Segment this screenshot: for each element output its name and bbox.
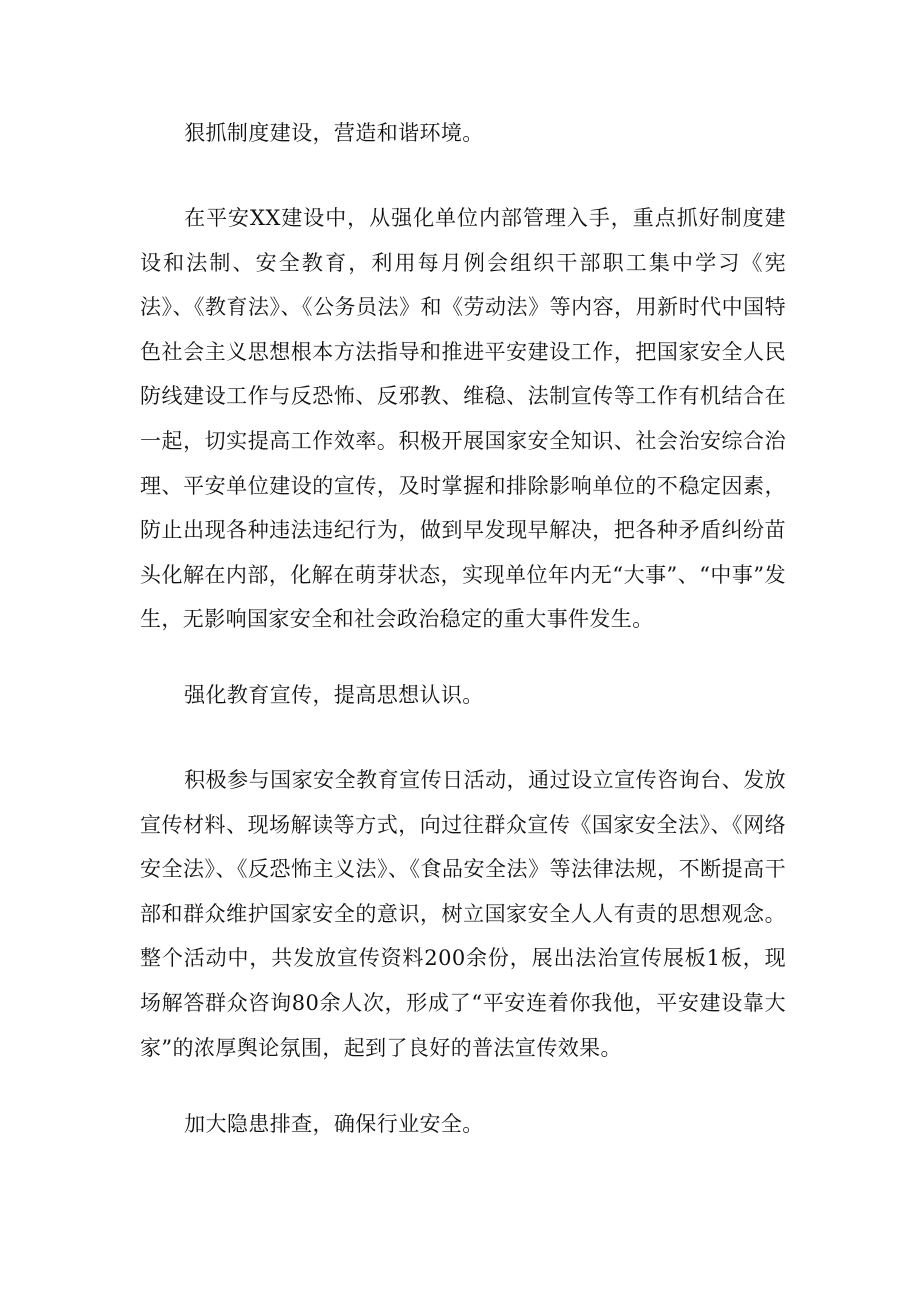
section-heading-education-publicity: 强化教育宣传，提高思想认识。 — [184, 683, 484, 707]
body-paragraph-publicity-activity: 积极参与国家安全教育宣传日活动，通过设立宣传咨询台、发放宣传材料、现场解读等方式，向过往群众宣传《国家安全法》、《网络安全法》、《反恐怖主义法》、《食品安全法》等法律法规，不断提高干部和群众维护国家安全的意识，树立国家安全人人有责的思想观念。整个活动中，共发放宣传资料200余份，展出法治宣传展板1板，现场解答群众咨询80余人次，形成了“平安连着你我他，平安建设靠大家”的浓厚舆论氛围，起到了良好的普法宣传效果。 — [140, 768, 786, 1060]
section-heading-system-building: 狠抓制度建设，营造和谐环境。 — [184, 121, 484, 145]
section-heading-hazard-inspection: 加大隐患排查，确保行业安全。 — [184, 1112, 484, 1136]
body-paragraph-safety-construction: 在平安XX建设中，从强化单位内部管理入手，重点抓好制度建设和法制、安全教育，利用每月例会组织干部职工集中学习《宪法》、《教育法》、《公务员法》和《劳动法》等内容，用新时代中国特色社会主义思想根本方法指导和推进平安建设工作，把国家安全人民防线建设工作与反恐怖、反邪教、维稳、法制宣传等工作有机结合在一起，切实提高工作效率。积极开展国家安全知识、社会治安综合治理、平安单位建设的宣传，及时掌握和排除影响单位的不稳定因素，防止出现各种违法违纪行为，做到早发现早解决，把各种矛盾纠纷苗头化解在内部，化解在萌芽状态，实现单位年内无“大事”、“中事”发生，无影响国家安全和社会政治稳定的重大事件发生。 — [140, 206, 786, 632]
